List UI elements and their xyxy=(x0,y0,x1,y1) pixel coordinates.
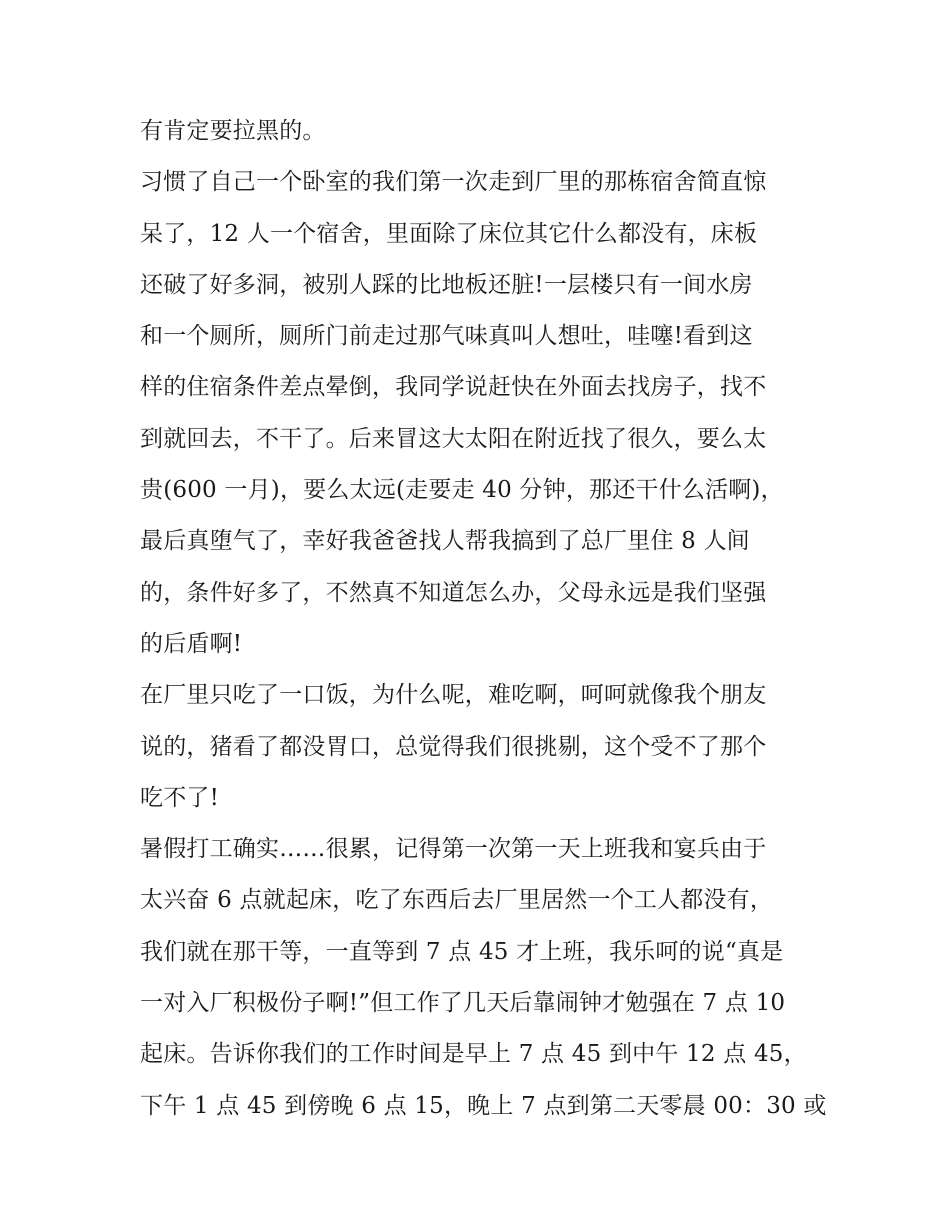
text-line: 一对入厂积极份子啊!”但工作了几天后靠闹钟才勉强在 7 点 10 xyxy=(140,990,786,1017)
text-line: 呆了，12 人一个宿舍，里面除了床位其它什么都没有，床板 xyxy=(140,220,758,247)
text-line: 的后盾啊! xyxy=(140,630,243,657)
text-line: 最后真堕气了，幸好我爸爸找人帮我搞到了总厂里住 8 人间 xyxy=(140,528,750,555)
body-text xyxy=(140,106,827,1132)
text-line: 在厂里只吃了一口饭，为什么呢，难吃啊，呵呵就像我个朋友 xyxy=(140,682,767,709)
text-line: 的，条件好多了，不然真不知道怎么办，父母永远是我们坚强 xyxy=(140,579,767,606)
text-line: 起床。告诉你我们的工作时间是早上 7 点 45 到中午 12 点 45， xyxy=(140,1041,807,1068)
text-line: 和一个厕所，厕所门前走过那气味真叫人想吐，哇噻!看到这 xyxy=(140,323,753,350)
text-line: 到就回去，不干了。后来冒这大太阳在附近找了很久，要么太 xyxy=(140,425,767,452)
text-line: 太兴奋 6 点就起床，吃了东西后去厂里居然一个工人都没有， xyxy=(140,887,774,914)
text-line: 说的，猪看了都没胃口，总觉得我们很挑剔，这个受不了那个 xyxy=(140,733,767,760)
text-line: 暑假打工确实……很累，记得第一次第一天上班我和宴兵由于 xyxy=(140,836,767,863)
text-line: 吃不了! xyxy=(140,784,220,811)
text-line: 有肯定要拉黑的。 xyxy=(140,118,326,144)
text-line: 样的住宿条件差点晕倒，我同学说赶快在外面去找房子，找不 xyxy=(140,374,767,401)
text-line: 我们就在那干等，一直等到 7 点 45 才上班，我乐呵的说“真是 xyxy=(140,938,784,965)
text-line: 下午 1 点 45 到傍晚 6 点 15，晚上 7 点到第二天零晨 00：30 或 xyxy=(140,1092,827,1119)
text-line: 贵(600 一月)，要么太远(走要走 40 分钟，那还干什么活啊)， xyxy=(140,477,784,504)
text-line: 还破了好多洞，被别人踩的比地板还脏!一层楼只有一间水房 xyxy=(140,271,753,298)
text-line: 习惯了自己一个卧室的我们第一次走到厂里的那栋宿舍简直惊 xyxy=(140,169,767,196)
